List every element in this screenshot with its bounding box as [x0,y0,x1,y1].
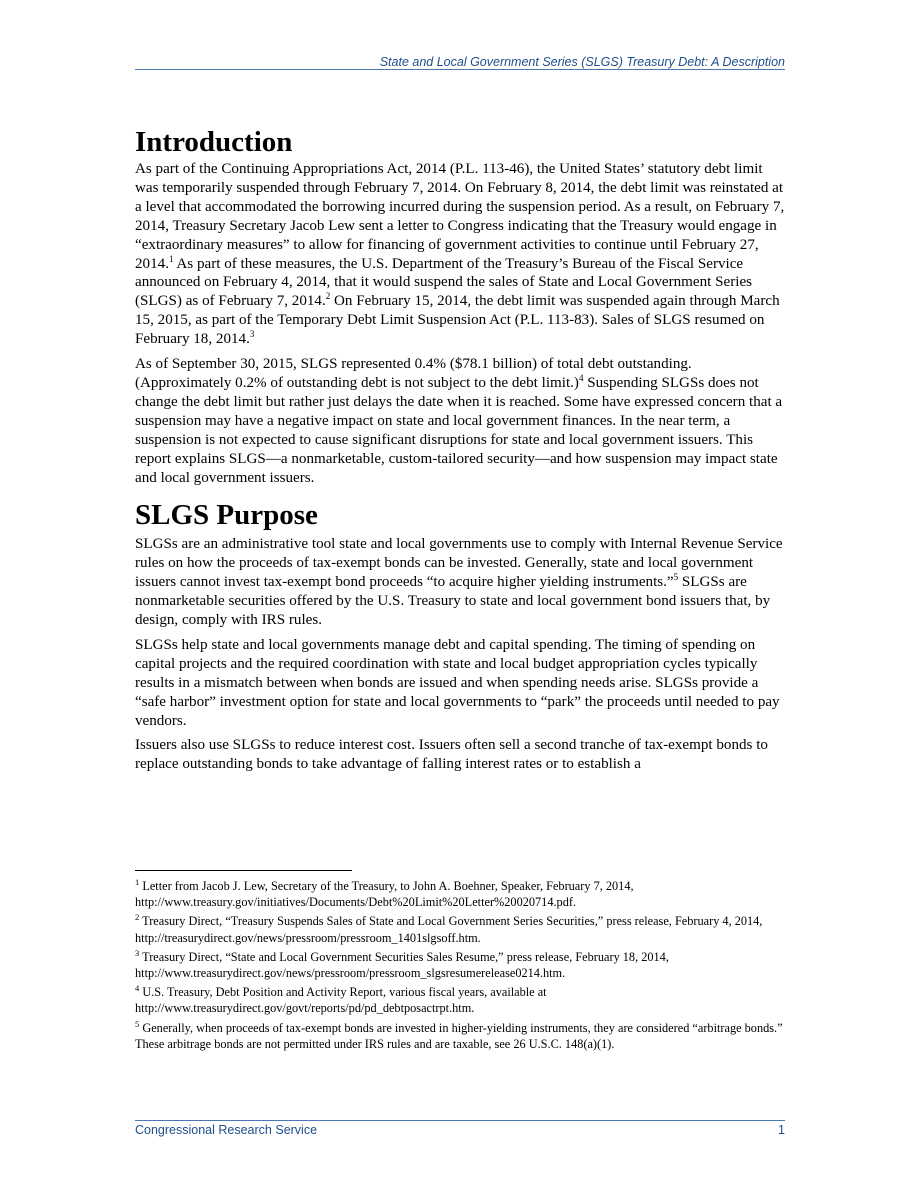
footnote-separator [135,870,352,871]
paragraph [135,535,787,630]
text-run: On February 15, 2014, the debt limit was suspended again through March 15, 2015, as part of the Temporary Debt Limit Suspension Act (P.L. 113-83). Sales of SLGS resumed on February 18, 2014. [135,293,780,348]
section-heading-slgs-purpose: SLGS Purpose [135,499,318,532]
text-run: Suspending SLGSs does not change the debt limit but rather just delays the date when it is reached. Some have expressed concern that a suspension may have a negative impact on state and local government finances. In the near term, a suspension is not expected to cause significant disruptions for state and local government issuers. This report explains SLGS—a nonmarketable, custom-tailored security—and how suspension may impact state and local government issuers. [135,374,783,486]
page-number: 1 [778,1123,785,1137]
footnote [135,1020,787,1052]
text-run: SLGSs help state and local governments manage debt and capital spending. The timing of spending on capital projects and the required coordination with state and local budget appropriation cycles typically results in a mismatch between when bonds are issued and when spending needs arise. SLGSs provide a “safe harbor” investment option for state and local governments to “park” the proceeds until needed to pay vendors. [135,636,780,729]
text-run: As part of the Continuing Appropriations Act, 2014 (P.L. 113-46), the United States’ statutory debt limit was temporarily suspended through February 7, 2014. On February 8, 2014, the debt limit was reinstated at a level that accommodated the borrowing incurred during the suspension period. As a result, on February 7, 2014, Treasury Secretary Jacob Lew sent a letter to Congress indicating that the Treasury would engage in “extraordinary measures” to allow for financing of government activities to continue until February 27, 2014. [135,161,785,272]
footnote-ref[interactable]: 4 [578,372,584,383]
footnotes [135,878,787,1055]
footnote-number: 5 [135,1018,140,1029]
footnote-number: 4 [135,983,140,994]
paragraph [135,736,787,774]
text-run: SLGSs are an administrative tool state and local governments use to comply with Internal Revenue Service rules on how the proceeds of tax-exempt bonds can be invested. Generally, state and local government issuers cannot invest tax-exempt bond proceeds “to acquire higher yielding instruments.” [135,536,783,591]
footnote-ref[interactable]: 3 [249,329,255,340]
paragraph [135,160,787,349]
footnote [135,949,787,981]
section-heading-introduction: Introduction [135,126,293,158]
footnote-text: Letter from Jacob J. Lew, Secretary of the Treasury, to John A. Boehner, Speaker, February 7, 2014, http://www.treasury.gov/initiatives/Documents/Debt%20Limit%20Letter%20020714.pdf. [135,879,634,910]
text-run: Issuers also use SLGSs to reduce interest cost. Issuers often sell a second tranche of tax-exempt bonds to replace outstanding bonds to take advantage of falling interest rates or to establish a [135,737,768,773]
footer-publisher: Congressional Research Service [135,1123,318,1137]
footnote-ref[interactable]: 2 [325,291,331,302]
footnote [135,913,787,945]
footnote [135,878,787,910]
footer-rule [135,1120,785,1121]
footnote-ref[interactable]: 5 [673,572,679,583]
footnote-ref[interactable]: 1 [168,253,174,264]
footnote-text: Treasury Direct, “Treasury Suspends Sales of State and Local Government Series Securities,” press release, February 4, 2014, http://treasurydirect.gov/news/pressroom/pressroom_1401slgsoff.htm. [135,914,763,945]
footnote-text: Treasury Direct, “State and Local Government Securities Sales Resume,” press release, February 18, 2014, http://www.treasurydirect.gov/news/pressroom/pressroom_slgsresumerelease0214.htm. [135,949,669,981]
footnote-text: U.S. Treasury, Debt Position and Activity Report, various fiscal years, available at http://www.treasurydirect.gov/govt/reports/pd/pd_debtposactrpt.htm. [135,985,547,1016]
text-run: As of September 30, 2015, SLGS represented 0.4% ($78.1 billion) of total debt outstanding. (Approximately 0.2% of outstanding debt is not subject to the debt limit.) [135,356,692,391]
footnote [135,984,787,1016]
footnote-number: 3 [135,947,140,958]
paragraph [135,355,787,487]
body-text [135,120,787,780]
running-header: State and Local Government Series (SLGS) Treasury Debt: A Description [379,55,785,69]
paragraph [135,636,787,731]
footnote-text: Generally, when proceeds of tax-exempt bonds are invested in higher-yielding instruments, they are considered “arbitrage bonds.” These arbitrage bonds are not permitted under IRS rules and are taxable, see 26 U.S.C. 148(a)(1). [135,1020,783,1051]
footnote-number: 1 [135,877,140,887]
text-run: SLGSs are nonmarketable securities offered by the U.S. Treasury to state and local government bond issuers that, by design, comply with IRS rules. [135,574,771,629]
header-rule [135,69,785,70]
footnote-number: 2 [135,912,140,923]
text-run: As part of these measures, the U.S. Department of the Treasury’s Bureau of the Fiscal Service announced on February 4, 2014, that it would suspend the sales of State and Local Government Series (SLGS) as of February 7, 2014. [135,255,753,310]
